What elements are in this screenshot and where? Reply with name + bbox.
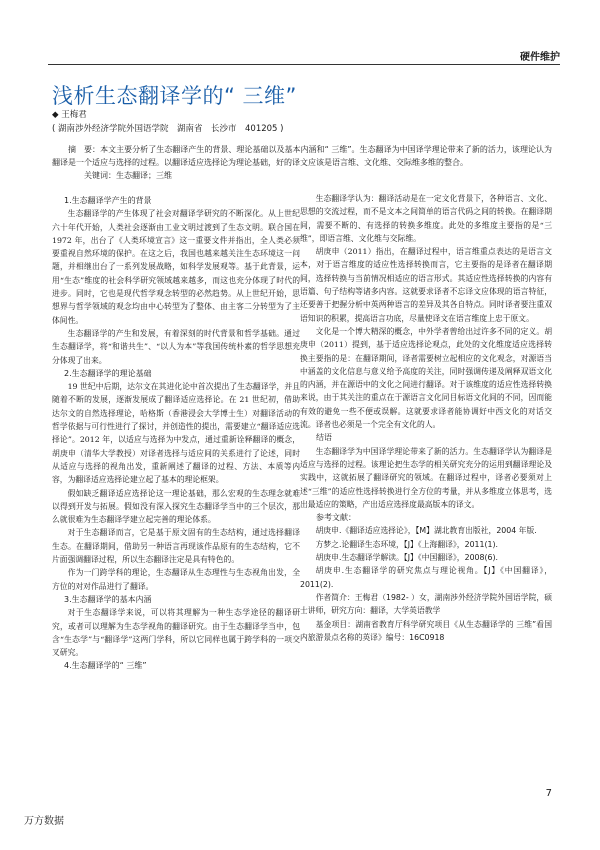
paragraph: 生态翻译学的产生体现了社会对翻译学研究的不断深化。从上世纪六十年代开始，人类社会逐渐由工业文明过渡到了生态文明。联合国在 1972 年，出台了《人类环境宣言》这一重要文件并指出，全人类必须要重视自然环境的保护。在这之后，我国也越来越关注生态环境这一问题，并相继出台了一系列发展战略，如科学发展观等。基于此背景，运用“生态”维度的社会科学研究领域越来越多，而这也充分体现了时代的进步。同时，它也是现代哲学观念转型的必然趋势。从上世纪开始，思想界与哲学领域的观念均由中心转型为了整体、由主客二分转型为了主体间性。 [52,209,300,325]
paragraph: 胡庚申（2011）指出，在翻译过程中，语言维重点表达的是语言文本，对于语言维度的适应性选择转换而言，它主要指的是译者在翻译期间，选择转换与当前情况相适应的语言形式。其适应性选择转换的内容有语篇、句子结构等诸多内容。这就要求译者不忘译文应体现的语言特征，还要善于把握分析中英两种语言的差异及其各自特点。同时译者要注重双语知识的积累，提高语言功底，尽量使译文在语言维度上忠于原文。 [300,247,552,323]
reference-item: 胡庚申.生态翻译学的研究焦点与理论视角。【J】《中国翻译》，2011(2). [300,566,552,589]
author-note: 作者简介：王梅君（1982- ）女，湖南涉外经济学院外国语学院，硕士讲师，研究方向：翻译，大学英语教学 [300,592,552,616]
page-number: 7 [545,788,552,799]
section-label: 硬件维护 [520,52,560,63]
keywords: 关键词：生态翻译；三维 [84,171,172,180]
author-name: 王梅君 [61,110,87,120]
reference-item: 方梦之.论翻译生态环境，【J】《上海翻译》，2011(1). [315,539,498,549]
abstract-text: 摘 要：本文主要分析了生态翻译产生的背景、理论基础以及基本内涵和“ 三维”。生态翻译为中国译学理论带来了新的活力，该理论认为翻译是一个适应与选择的过程。以翻译适应选择论为理论基础，好的译文应该是语言维、文化维、交际维多维的整合。 [52,145,552,167]
section-heading: 2.生态翻译学的理论基础 [64,368,152,378]
paragraph: 生态翻译学认为：翻译活动是在一定文化背景下，各种语言、文化、思想的交流过程，而不是文本之间简单的语言代码之间的转换。在翻译期间，需要不断的、有选择的转换多维度。此处的多维度主要指的是“三维”，即语言维、文化维与交际维。 [300,194,552,243]
left-column [52,192,300,673]
author-line [52,108,87,120]
fund-note: 基金项目：湖南省教育厅科学研究项目《从生态翻译学的 三维”看国内旅游景点名称的英译》编号：16C0918 [300,619,552,642]
paragraph: 19 世纪中后期，达尔文在其进化论中首次提出了生态翻译学，并且随着不断的发展，逐渐发展成了翻译适应选择论。在 21 世纪初，借助达尔文的自然选择理论，哈格斯（香港浸会大学博士生）对翻译活动的哲学依据与可行性进行了探讨，并创造性的提出，需要建立“翻译适应选择论”。2012 年，以适应与选择为中发点，通过重新诠释翻译的概念，胡庚申（清华大学教授）对译者选择与适应间的关系进行了论述，同时从适应与选择的视角出发，重新阐述了翻译的过程、方法、本质等内容，为翻译适应选择论建立起了基本的理论框架。 [52,382,300,485]
paragraph: 作为一门跨学科的理论，生态翻译从生态理性与生态视角出发，全方位的对对作品进行了翻译。 [52,568,300,591]
reference-item: 胡庚申.生态翻译学解读。【J】《中国翻译》，2008(6). [315,553,498,563]
footer-source: 万方数据 [24,816,64,827]
conclusion-heading: 结语 [316,433,332,443]
paragraph: 文化是一个博大精深的概念，中外学者曾给出过许多不同的定义。胡庚申（2011）提到，基于适应选择论观点，此处的文化维度适应选择转换主要指的是：在翻译期间，译者需要树立起相应的文化观念，对源语当中涵盖的文化信息与意义给予高度的关注，同时强调传递及阐释双语文化的内涵，并在源语中的文化之间进行翻译。对于该维度的适应性选择转换来说，由于其关注的重点在于源语言文化同目标语文化间的不同，因而能有效的避免一些不便或误解。这就要求译者能协调好中西文化的对话交流。译者也必须是一个完全有文化的人。 [300,326,552,430]
article-title: 浅析生态翻译学的“ 三维” [52,84,297,108]
right-column [300,192,552,644]
paragraph: 假如缺乏翻译适应选择论这一理论基础，那么宏观的生态理念就难以得到开发与拓展。假如没有深入探究生态翻译学当中的三个层次，那么就很难为生态翻译学建立起完善的理论体系。 [52,488,300,525]
references-heading: 参考文献： [316,513,356,523]
paragraph: 生态翻译学为中国译学理论带来了新的活力。生态翻译学认为翻译是适应与选择的过程。该理论把生态学的相关研究充分的运用到翻译理论及实践中，这就拓展了翻译研究的领域。在翻译过程中，译者必要须对上述“三维”的适应性选择转换进行全方位的考量，并从多维度立体思考，选出最适应的策略，产出适应选择度最高版本的译文。 [300,446,552,509]
section-heading: 1.生态翻译学产生的背景 [64,196,152,205]
paragraph: 对于生态翻译而言，它是基于原文固有的生态结构，通过选择翻译生态。在翻译期间，借助另一种语言再现该作品原有的生态结构，它不片面强调翻译过程，所以生态翻译注定是具有特色的。 [52,528,300,565]
paragraph: 对于生态翻译学来说，可以将其理解为一种生态学途径的翻译研究，或者可以理解为生态学视角的翻译研究。由于生态翻译学当中，包含“生态学”与“翻译学”这两门学科，所以它同样也属于跨学科的一项交叉研究。 [52,608,300,658]
reference-item: 胡庚申.《翻译适应选择论》，【M】湖北教育出版社，2004 年版. [315,526,537,536]
header-rule [48,64,560,65]
abstract-block [52,143,552,182]
author-affiliation: ( 湖南涉外经济学院外国语学院 湖南省 长沙市 401205 ) [52,124,284,134]
section-heading: 4.生态翻译学的“ 三维” [64,661,147,671]
bullet-icon: ◆ [52,110,62,120]
paragraph: 生态翻译学的产生和发展，有着深刻的时代背景和哲学基础。通过生态翻译学，将“和谐共生”、“以人为本”等我国传统朴素的哲学思想充分体现了出来。 [52,328,300,365]
section-heading: 3.生态翻译学的基本内涵 [64,594,152,604]
